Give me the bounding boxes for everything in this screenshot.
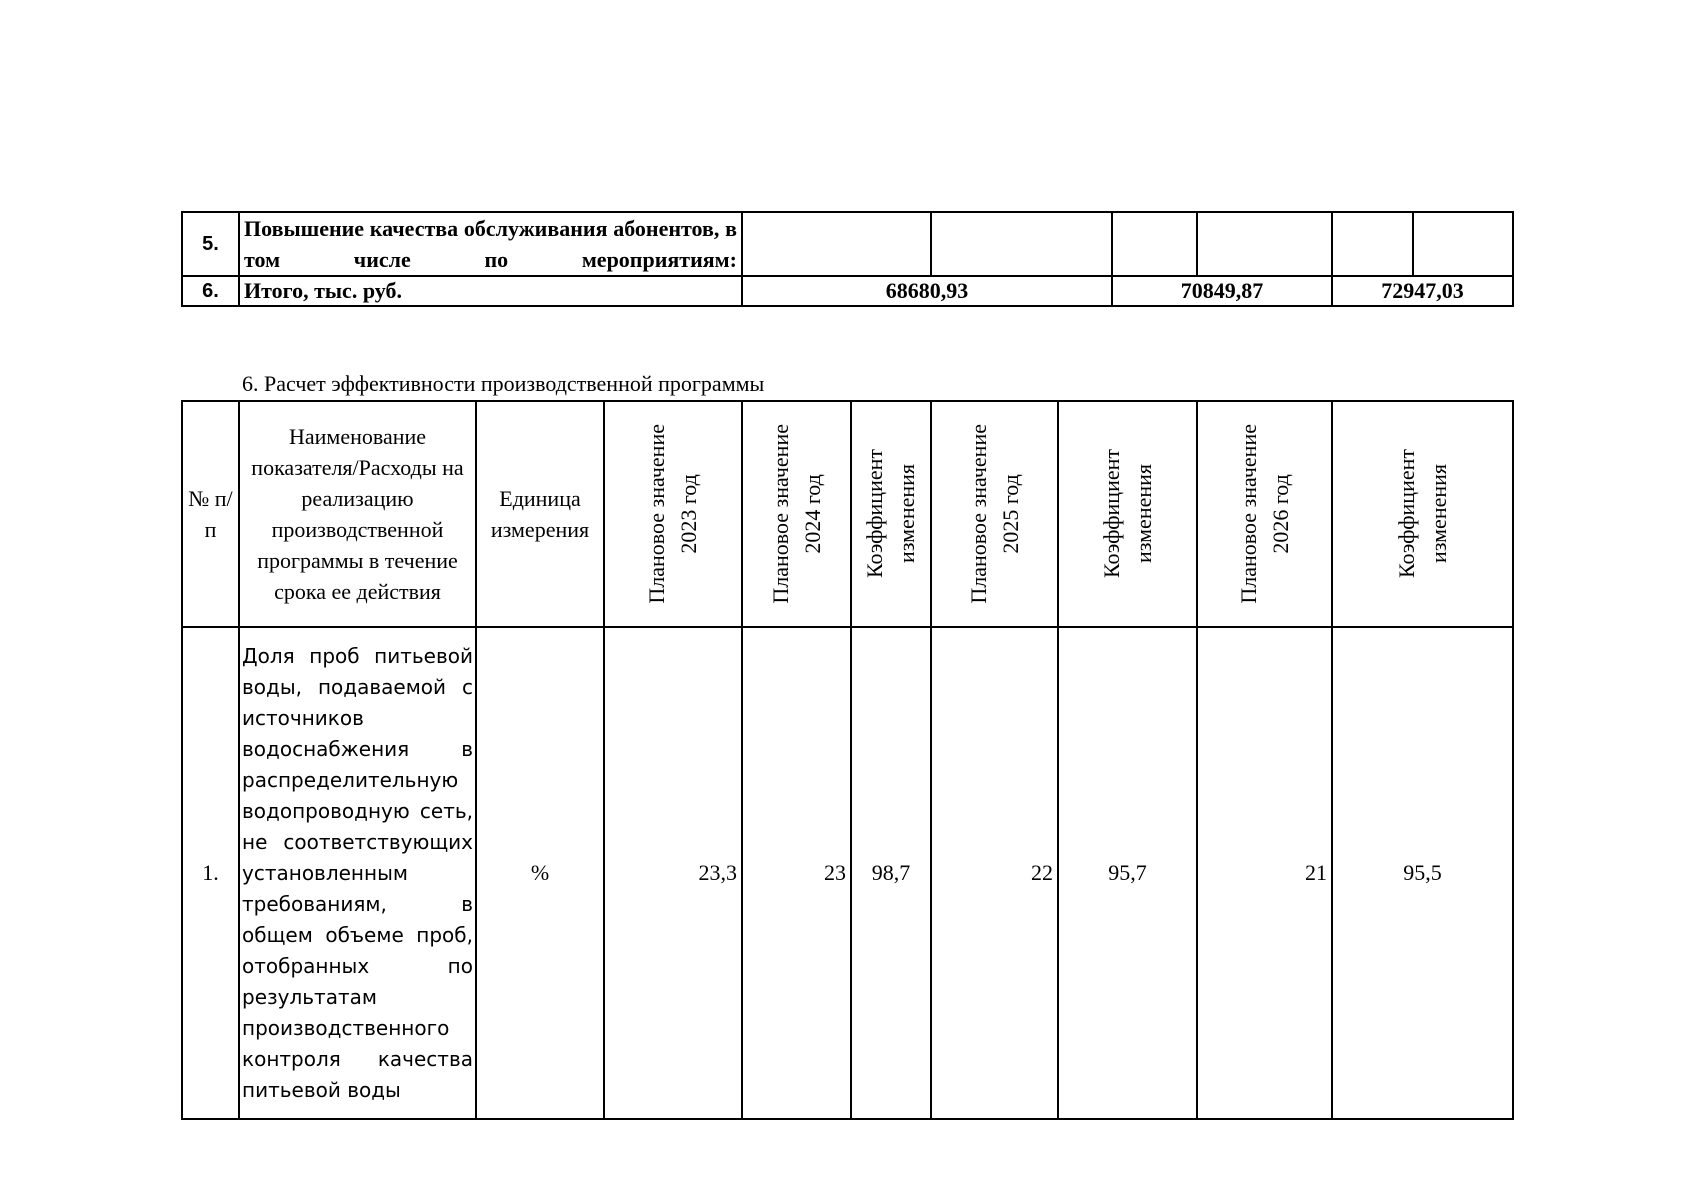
empty-cell [1332, 212, 1413, 276]
total-label: Итого, тыс. руб. [239, 276, 742, 306]
empty-cell [742, 212, 931, 276]
empty-cell [1112, 212, 1197, 276]
row-number: 5. [182, 212, 239, 276]
coef-3-cell: 95,5 [1332, 627, 1513, 1119]
header-coef-2: Коэффициент изменения [1058, 401, 1197, 627]
header-coef-1: Коэффициент изменения [851, 401, 931, 627]
header-coef-3: Коэффициент изменения [1332, 401, 1513, 627]
header-plan-2023: Плановое значение 2023 год [604, 401, 742, 627]
plan-2023-cell: 23,3 [604, 627, 742, 1119]
expenses-summary-table [181, 211, 1514, 307]
table-row [182, 276, 1513, 306]
header-row [182, 401, 1513, 627]
row-name: Повышение качества обслуживания абонентов, в том числе по мероприятиям: [239, 212, 742, 276]
coef-1-cell: 98,7 [851, 627, 931, 1119]
empty-cell [1413, 212, 1513, 276]
header-num: № п/п [182, 401, 239, 627]
empty-cell [1197, 212, 1332, 276]
total-2024: 68680,93 [742, 276, 1112, 306]
header-plan-2025: Плановое значение 2025 год [931, 401, 1058, 627]
indicator-name: Доля проб питьевой воды, подаваемой с источников водоснабжения в распределительную водопроводную сеть, не соответствующих установленным требованиям, в общем объеме проб, отобранных по результатам производственного контроля качества питьевой воды [239, 627, 476, 1119]
header-plan-2024: Плановое значение 2024 год [742, 401, 851, 627]
header-plan-2026: Плановое значение 2026 год [1197, 401, 1332, 627]
row-number: 6. [182, 276, 239, 306]
plan-2025-cell: 22 [931, 627, 1058, 1119]
coef-2-cell: 95,7 [1058, 627, 1197, 1119]
table-row [182, 212, 1513, 276]
unit-cell: % [476, 627, 604, 1119]
table-row [182, 627, 1513, 1119]
total-2026: 72947,03 [1332, 276, 1513, 306]
header-name: Наименование показателя/Расходы на реализацию производственной программы в течение срока ее действия [239, 401, 476, 627]
plan-2026-cell: 21 [1197, 627, 1332, 1119]
empty-cell [931, 212, 1112, 276]
row-number: 1. [182, 627, 239, 1119]
plan-2024-cell: 23 [742, 627, 851, 1119]
header-unit: Единица измерения [476, 401, 604, 627]
total-2025: 70849,87 [1112, 276, 1332, 306]
section-caption: 6. Расчет эффективности производственной программы [242, 371, 765, 396]
efficiency-table [181, 400, 1514, 1120]
